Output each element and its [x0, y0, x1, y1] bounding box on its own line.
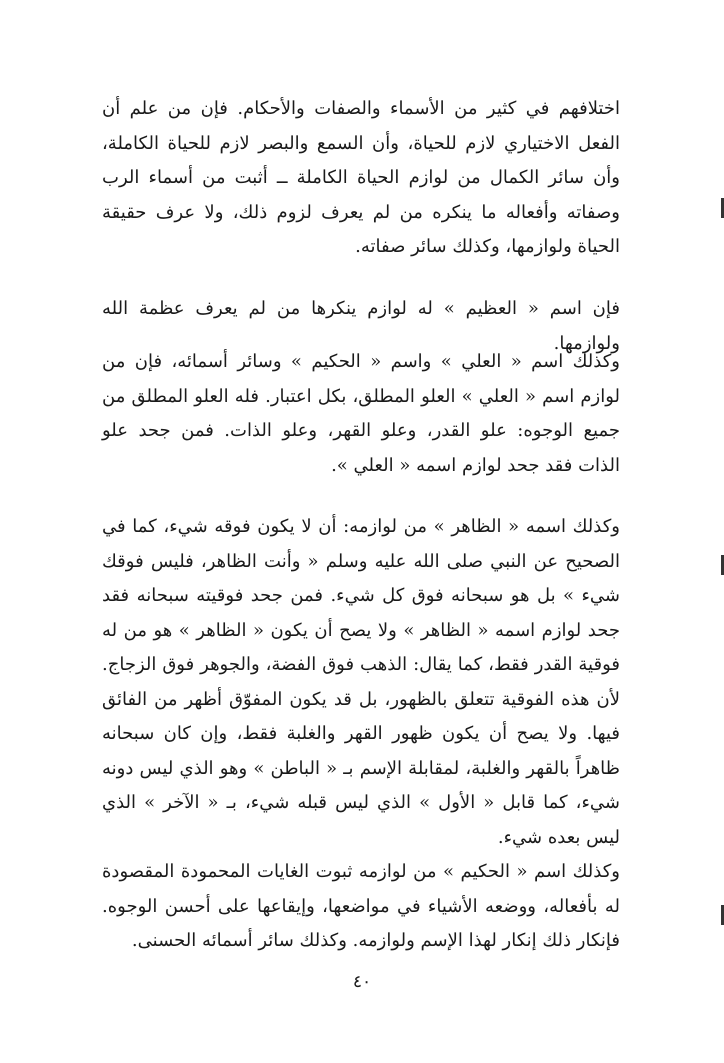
- paragraph-al-hakim: وكذلك اسم « الحكيم » من لوازمه ثبوت الغايات المحمودة المقصودة له بأفعاله، ووضعه الأشياء في مواضعها، وإيقاعها على أحسن الوجوه. فإنكار ذلك إنكار لهذا الإسم ولوازمه. وكذلك سائر أسمائه الحسنى.: [102, 861, 620, 951]
- paragraph-al-ali: وكذلك اسم « العلي » واسم « الحكيم » وسائر أسمائه، فإن من لوازم اسم « العلي » العلو المطلق، بكل اعتبار. فله العلو المطلق من جميع الوجوه: علو القدر، وعلو القهر، وعلو الذات. فمن جحد علو الذات فقد جحد لوازم اسمه « العلي ».: [102, 351, 620, 476]
- paragraph-al-zahir: وكذلك اسمه « الظاهر » من لوازمه: أن لا يكون فوقه شيء، كما في الصحيح عن النبي صلى الله عليه وسلم « وأنت الظاهر، فليس فوقك شيء » بل هو سبحانه فوق كل شيء. فمن جحد فوقيته سبحانه فقد جحد لوازم اسمه « الظاهر » ولا يصح أن يكون « الظاهر » هو من له فوقية القدر فقط، كما يقال: الذهب فوق الفضة، والجوهر فوق الزجاج. لأن هذه الفوقية تتعلق بالظهور، بل قد يكون المفوّق أظهر من الفائق فيها. ولا يصح أن يكون ظهور القهر والغلبة فقط، وإن كان سبحانه ظاهراً بالقهر والغلبة، لمقابلة الإسم بـ « الباطن » وهو الذي ليس دونه شيء، كما قابل « الأول » الذي ليس قبله شيء، بـ « الآخر » الذي ليس بعده شيء.: [102, 516, 621, 848]
- paragraph-al-azim: فإن اسم « العظيم » له لوازم ينكرها من لم يعرف عظمة الله ولوازمها.: [102, 298, 620, 354]
- page-number: ٤٠: [352, 972, 372, 992]
- paragraph-life-attributes: اختلافهم في كثير من الأسماء والصفات والأحكام. فإن من علم أن الفعل الاختياري لازم للحياة، وأن السمع والبصر لازم للحياة الكاملة، وأن سائر الكمال من لوازم الحياة الكاملة ــ أثبت من أسماء الرب وصفاته وأفعاله ما ينكره من لم يعرف لزوم ذلك، ولا عرف حقيقة الحياة ولوازمها، وكذلك سائر صفاته.: [102, 98, 620, 257]
